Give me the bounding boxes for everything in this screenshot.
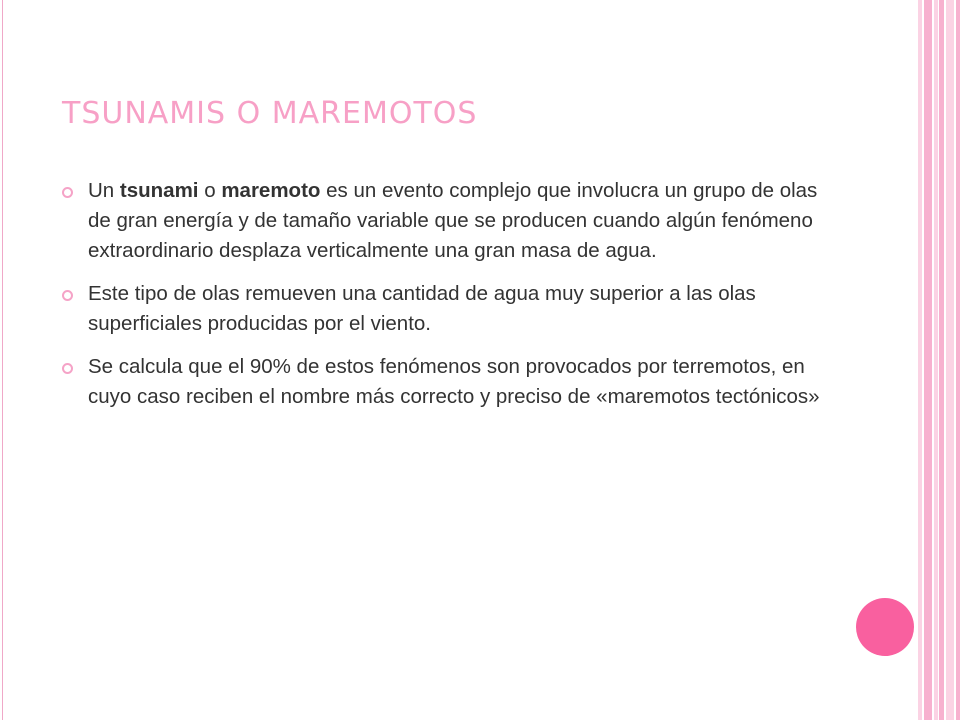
bullet-text: Este tipo de olas remueven una cantidad de agua muy superior a las olas superficiales producidas por el viento. [88,282,756,335]
stripe [918,0,922,720]
text-run: o [198,179,222,202]
term-maremoto: maremoto [221,179,321,202]
left-frame-line [2,0,3,720]
bullet-text [88,179,817,262]
stripe [939,0,944,720]
bullet-item [62,352,832,412]
text-run: Un [88,179,120,202]
stripe [946,0,954,720]
bullet-list [62,176,832,425]
stripe [956,0,960,720]
decorative-circle [856,598,914,656]
bullet-text: Se calcula que el 90% de estos fenómenos son provocados por terremotos, en cuyo caso reciben el nombre más correcto y preciso de «maremotos tectónicos» [88,355,820,408]
slide-title: TSUNAMIS O MAREMOTOS [62,96,478,131]
bullet-item [62,279,832,339]
text-run: es un evento complejo que involucra un grupo de olas de gran energía y de tamaño variable que se producen cuando algún fenómeno extraordinario desplaza verticalmente una gran masa de agua. [88,179,818,262]
bullet-item [62,176,832,266]
decorative-stripes [916,0,960,720]
bullet-ring-icon [62,363,73,374]
stripe [924,0,932,720]
bullet-ring-icon [62,187,73,198]
stripe [934,0,938,720]
bullet-ring-icon [62,290,73,301]
term-tsunami: tsunami [119,179,199,202]
